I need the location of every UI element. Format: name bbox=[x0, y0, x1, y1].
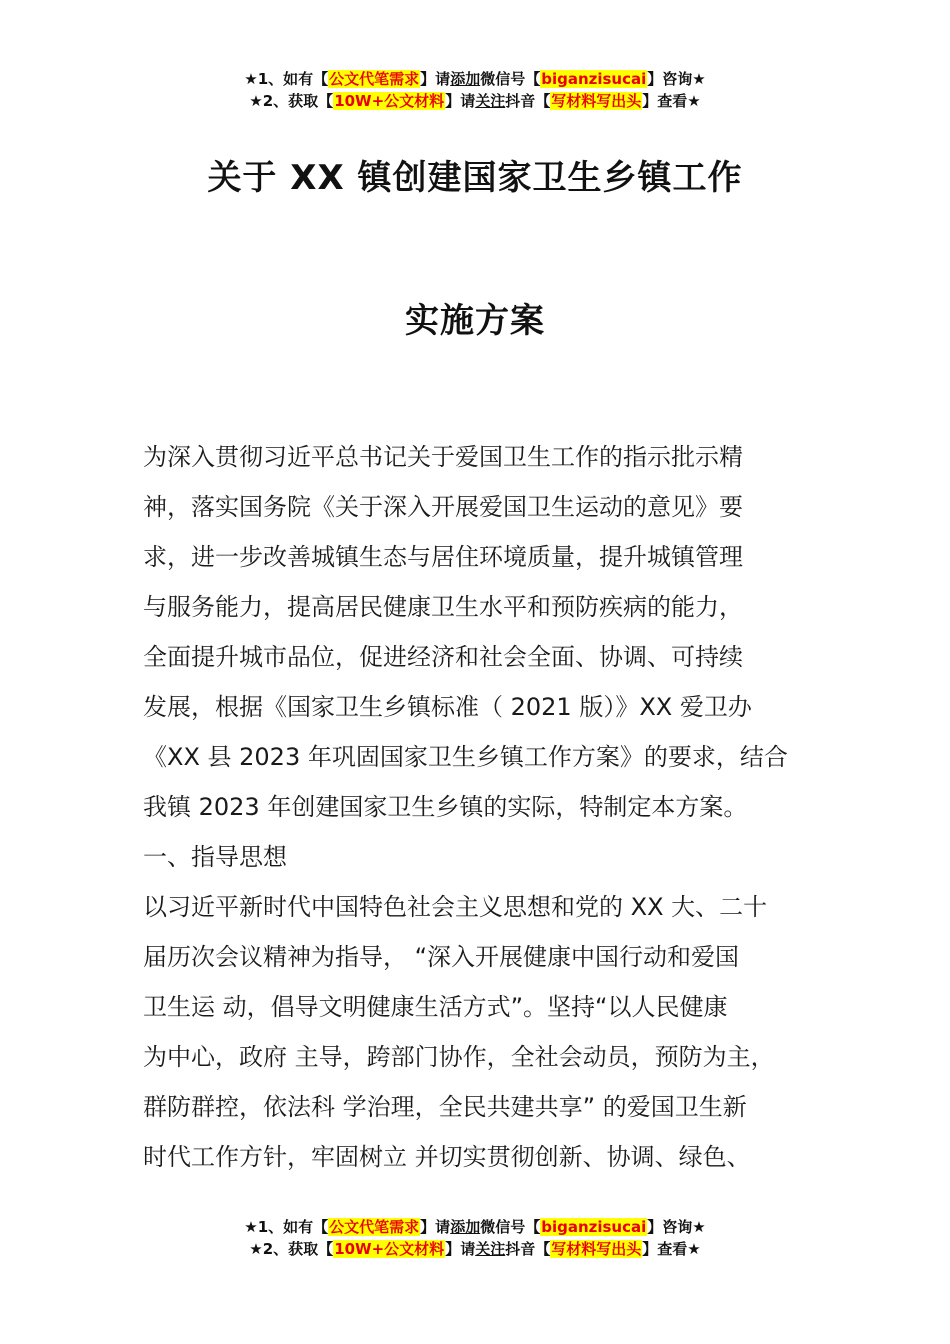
promo-text: ★2、获取【 bbox=[249, 1240, 334, 1258]
promo-line-1 bbox=[0, 1216, 950, 1238]
promo-text: ★1、如有【 bbox=[244, 70, 329, 88]
body-line: 届历次会议精神为指导， “深入开展健康中国行动和爱国 bbox=[143, 943, 740, 971]
promo-text: ★2、获取【 bbox=[249, 92, 334, 110]
promo-line-2 bbox=[0, 1238, 950, 1260]
promo-text: 微信号【 bbox=[480, 70, 541, 88]
promo-text: 抖音【 bbox=[505, 1240, 551, 1258]
body-line: 神，落实国务院《关于深入开展爱国卫生运动的意见》要 bbox=[143, 493, 743, 521]
body-line: 求，进一步改善城镇生态与居住环境质量，提升城镇管理 bbox=[143, 543, 743, 571]
promo-highlight: 公文代笔需求 bbox=[329, 1218, 420, 1236]
promo-text: 】请 bbox=[420, 1218, 451, 1236]
douyin-id-highlight: 写材料写出头 bbox=[551, 1240, 642, 1258]
header-promo-banner bbox=[0, 68, 950, 112]
body-line: 发展，根据《国家卫生乡镇标准（ 2021 版）》XX 爱卫办 bbox=[143, 693, 752, 721]
promo-text: 】咨询★ bbox=[647, 1218, 706, 1236]
body-line: 为中心，政府 主导，跨部门协作，全社会动员，预防为主， bbox=[143, 1043, 775, 1071]
promo-line-2 bbox=[0, 90, 950, 112]
body-line: 全面提升城市品位，促进经济和社会全面、协调、可持续 bbox=[143, 643, 743, 671]
promo-highlight: 10W+公文材料 bbox=[334, 1240, 445, 1258]
promo-highlight: 公文代笔需求 bbox=[329, 70, 420, 88]
douyin-id-highlight: 写材料写出头 bbox=[551, 92, 642, 110]
document-body bbox=[143, 432, 833, 1182]
body-line: 我镇 2023 年创建国家卫生乡镇的实际，特制定本方案。 bbox=[143, 793, 748, 821]
body-line: 《XX 县 2023 年巩固国家卫生乡镇工作方案》的要求，结合 bbox=[143, 743, 788, 771]
document-title-line-2: 实施方案 bbox=[405, 301, 545, 341]
wechat-id-highlight: biganzisucai bbox=[541, 70, 647, 88]
wechat-id-highlight: biganzisucai bbox=[541, 1218, 647, 1236]
promo-text: 抖音【 bbox=[505, 92, 551, 110]
body-line: 群防群控，依法科 学治理，全民共建共享” 的爱国卫生新 bbox=[143, 1093, 747, 1121]
promo-line-1 bbox=[0, 68, 950, 90]
body-line: 为深入贯彻习近平总书记关于爱国卫生工作的指示批示精 bbox=[143, 443, 743, 471]
promo-underlined-text: 添加 bbox=[450, 70, 481, 88]
promo-text: ★1、如有【 bbox=[244, 1218, 329, 1236]
section-heading: 一、指导思想 bbox=[143, 843, 287, 871]
promo-text: 微信号【 bbox=[480, 1218, 541, 1236]
promo-text: 】查看★ bbox=[642, 1240, 701, 1258]
body-line: 与服务能力，提高居民健康卫生水平和预防疾病的能力， bbox=[143, 593, 743, 621]
promo-underlined-text: 添加 bbox=[450, 1218, 481, 1236]
footer-promo-banner bbox=[0, 1216, 950, 1260]
promo-underlined-text: 关注 bbox=[475, 1240, 506, 1258]
promo-text: 】请 bbox=[445, 92, 476, 110]
promo-text: 】请 bbox=[445, 1240, 476, 1258]
promo-underlined-text: 关注 bbox=[475, 92, 506, 110]
promo-text: 】咨询★ bbox=[647, 70, 706, 88]
document-title-line-1: 关于 XX 镇创建国家卫生乡镇工作 bbox=[207, 158, 743, 198]
promo-highlight: 10W+公文材料 bbox=[334, 92, 445, 110]
promo-text: 】查看★ bbox=[642, 92, 701, 110]
body-line: 时代工作方针，牢固树立 并切实贯彻创新、协调、绿色、 bbox=[143, 1143, 751, 1171]
body-line: 卫生运 动，倡导文明健康生活方式”。坚持“以人民健康 bbox=[143, 993, 728, 1021]
body-line: 以习近平新时代中国特色社会主义思想和党的 XX 大、二十 bbox=[143, 893, 768, 921]
promo-text: 】请 bbox=[420, 70, 451, 88]
